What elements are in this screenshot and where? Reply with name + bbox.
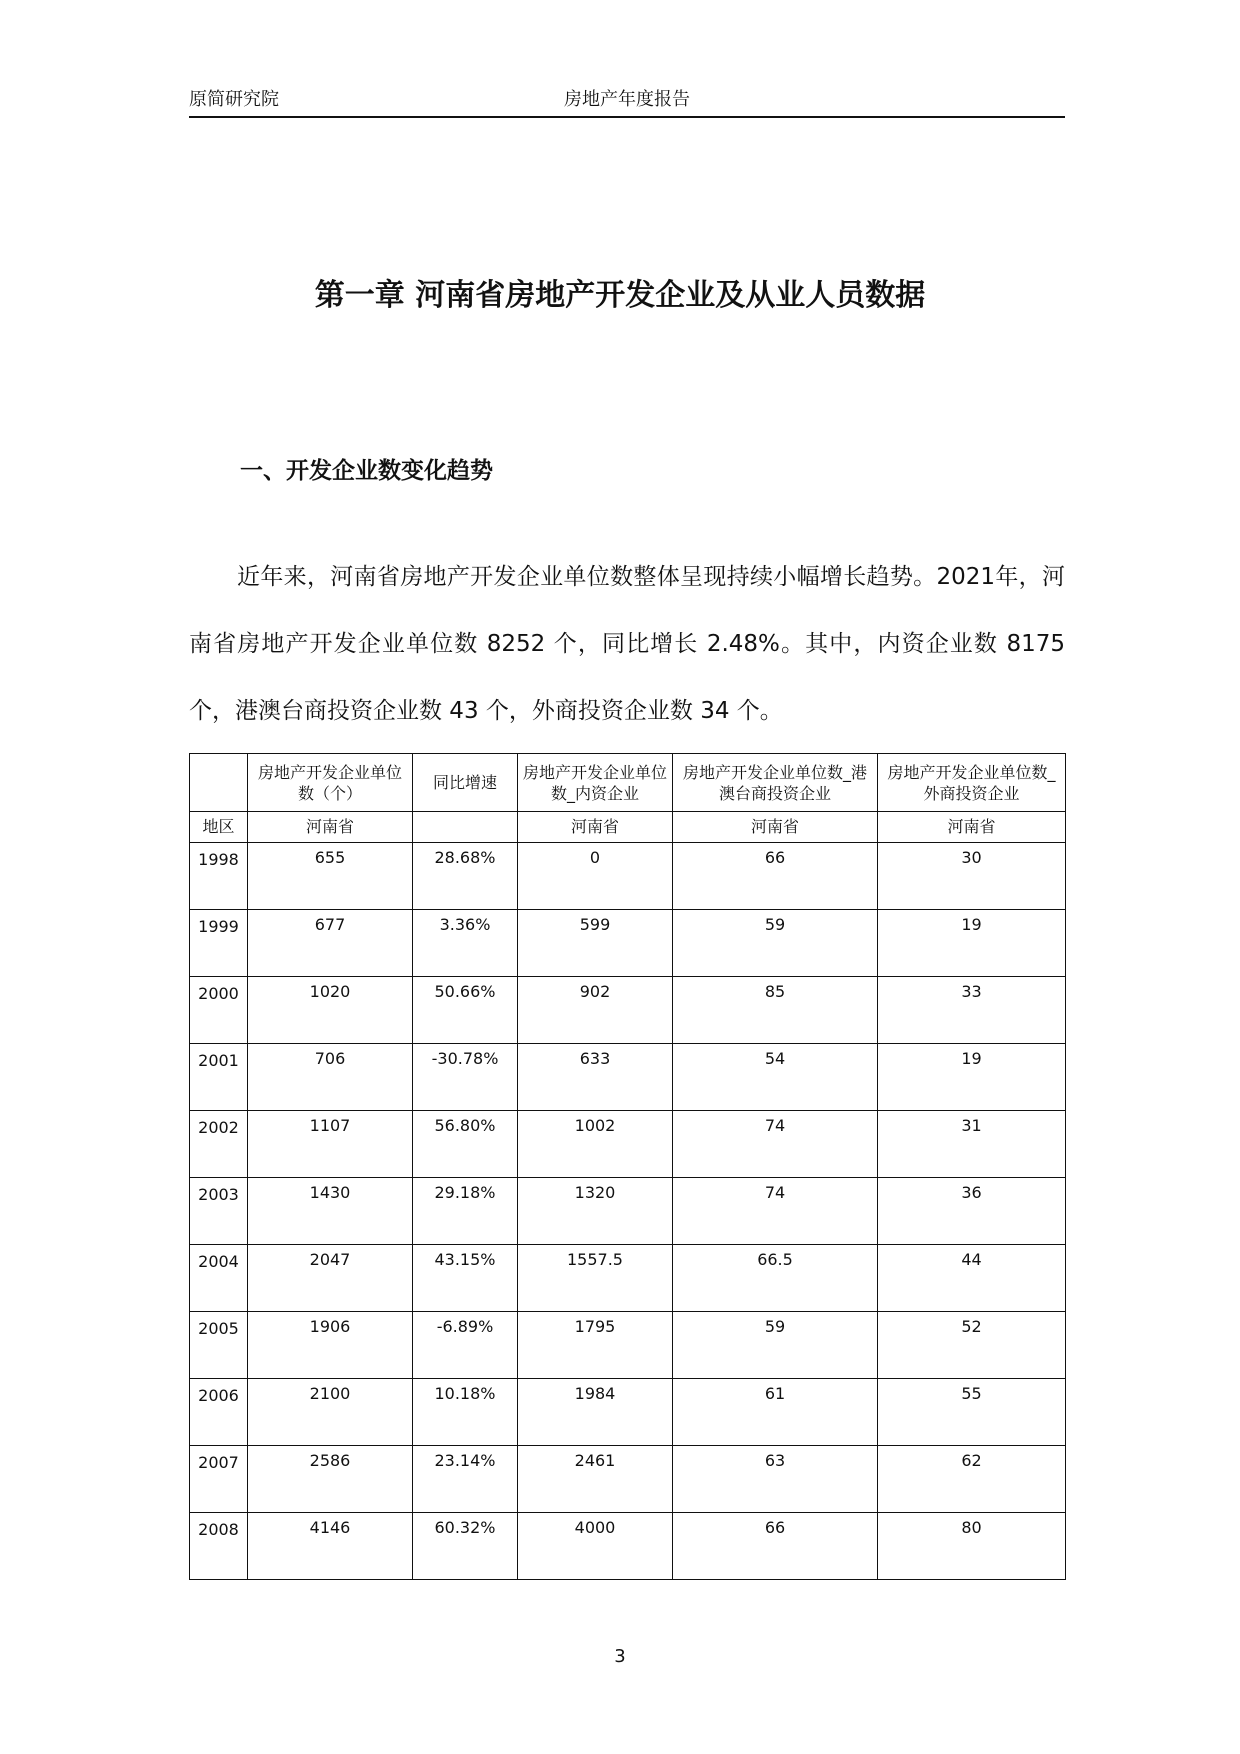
table-row bbox=[190, 843, 1066, 910]
table-cell: 655 bbox=[248, 843, 413, 910]
table-cell: -30.78% bbox=[413, 1044, 518, 1111]
table-header-cell: 房地产开发企业单位数_内资企业 bbox=[518, 754, 673, 812]
table-cell: 31 bbox=[878, 1111, 1066, 1178]
table-cell: 36 bbox=[878, 1178, 1066, 1245]
table-subheader-cell: 地区 bbox=[190, 812, 248, 843]
table-cell: 2461 bbox=[518, 1446, 673, 1513]
table-cell: 30 bbox=[878, 843, 1066, 910]
table-subheader-row bbox=[190, 812, 1066, 843]
table-cell: 74 bbox=[673, 1111, 878, 1178]
table-cell: 1002 bbox=[518, 1111, 673, 1178]
table-row bbox=[190, 1513, 1066, 1580]
year-cell: 2002 bbox=[190, 1111, 248, 1178]
table-header-cell: 同比增速 bbox=[413, 754, 518, 812]
table-header-cell bbox=[190, 754, 248, 812]
table-cell: 60.32% bbox=[413, 1513, 518, 1580]
table-cell: 54 bbox=[673, 1044, 878, 1111]
year-cell: 2000 bbox=[190, 977, 248, 1044]
table-cell: 2586 bbox=[248, 1446, 413, 1513]
table-cell: 706 bbox=[248, 1044, 413, 1111]
table-cell: 1430 bbox=[248, 1178, 413, 1245]
table-cell: 0 bbox=[518, 843, 673, 910]
table-row bbox=[190, 1446, 1066, 1513]
table-cell: 19 bbox=[878, 1044, 1066, 1111]
year-cell: 2008 bbox=[190, 1513, 248, 1580]
table-cell: 1906 bbox=[248, 1312, 413, 1379]
table-cell: 85 bbox=[673, 977, 878, 1044]
table-cell: 23.14% bbox=[413, 1446, 518, 1513]
table-cell: 61 bbox=[673, 1379, 878, 1446]
table-cell: -6.89% bbox=[413, 1312, 518, 1379]
year-cell: 2006 bbox=[190, 1379, 248, 1446]
table-cell: 56.80% bbox=[413, 1111, 518, 1178]
table-row bbox=[190, 1245, 1066, 1312]
table-header-cell: 房地产开发企业单位数_外商投资企业 bbox=[878, 754, 1066, 812]
table-row bbox=[190, 977, 1066, 1044]
table-cell: 1020 bbox=[248, 977, 413, 1044]
table-subheader-cell: 河南省 bbox=[878, 812, 1066, 843]
table-cell: 33 bbox=[878, 977, 1066, 1044]
table-header-cell: 房地产开发企业单位数_港澳台商投资企业 bbox=[673, 754, 878, 812]
table-cell: 4146 bbox=[248, 1513, 413, 1580]
table-row bbox=[190, 1044, 1066, 1111]
table-subheader-cell: 河南省 bbox=[518, 812, 673, 843]
table-cell: 3.36% bbox=[413, 910, 518, 977]
table-cell: 55 bbox=[878, 1379, 1066, 1446]
table-row bbox=[190, 1178, 1066, 1245]
header-report-title: 房地产年度报告 bbox=[564, 89, 690, 110]
year-cell: 1998 bbox=[190, 843, 248, 910]
section-title: 一、开发企业数变化趋势 bbox=[240, 458, 493, 484]
header-organization: 原简研究院 bbox=[189, 89, 279, 110]
year-cell: 1999 bbox=[190, 910, 248, 977]
table-cell: 52 bbox=[878, 1312, 1066, 1379]
table-cell: 1984 bbox=[518, 1379, 673, 1446]
year-cell: 2007 bbox=[190, 1446, 248, 1513]
table-subheader-cell: 河南省 bbox=[248, 812, 413, 843]
table-cell: 80 bbox=[878, 1513, 1066, 1580]
year-cell: 2004 bbox=[190, 1245, 248, 1312]
table-cell: 62 bbox=[878, 1446, 1066, 1513]
table-cell: 44 bbox=[878, 1245, 1066, 1312]
table-cell: 10.18% bbox=[413, 1379, 518, 1446]
table-cell: 66 bbox=[673, 843, 878, 910]
table-row bbox=[190, 1111, 1066, 1178]
enterprise-count-table bbox=[189, 753, 1066, 1580]
chapter-title: 第一章 河南省房地产开发企业及从业人员数据 bbox=[314, 278, 926, 313]
page-header bbox=[189, 88, 1065, 118]
table-cell: 1320 bbox=[518, 1178, 673, 1245]
table-cell: 43.15% bbox=[413, 1245, 518, 1312]
table-row bbox=[190, 1312, 1066, 1379]
table-header-row bbox=[190, 754, 1066, 812]
table-cell: 66 bbox=[673, 1513, 878, 1580]
table-header-cell: 房地产开发企业单位数（个） bbox=[248, 754, 413, 812]
table-cell: 59 bbox=[673, 910, 878, 977]
table-cell: 1107 bbox=[248, 1111, 413, 1178]
table-cell: 59 bbox=[673, 1312, 878, 1379]
table-cell: 677 bbox=[248, 910, 413, 977]
table-cell: 4000 bbox=[518, 1513, 673, 1580]
table-cell: 74 bbox=[673, 1178, 878, 1245]
table-cell: 599 bbox=[518, 910, 673, 977]
table-cell: 28.68% bbox=[413, 843, 518, 910]
year-cell: 2003 bbox=[190, 1178, 248, 1245]
table-cell: 1557.5 bbox=[518, 1245, 673, 1312]
table-row bbox=[190, 910, 1066, 977]
table-subheader-cell bbox=[413, 812, 518, 843]
table-cell: 2047 bbox=[248, 1245, 413, 1312]
table-cell: 63 bbox=[673, 1446, 878, 1513]
table-cell: 29.18% bbox=[413, 1178, 518, 1245]
year-cell: 2005 bbox=[190, 1312, 248, 1379]
table-cell: 902 bbox=[518, 977, 673, 1044]
table-cell: 19 bbox=[878, 910, 1066, 977]
body-paragraph: 近年来，河南省房地产开发企业单位数整体呈现持续小幅增长趋势。2021年，河南省房地产开发企业单位数 8252 个，同比增长 2.48%。其中，内资企业数 8175 个，港澳台商投资企业数 43 个，外商投资企业数 34 个。 bbox=[189, 564, 1065, 724]
table-cell: 66.5 bbox=[673, 1245, 878, 1312]
year-cell: 2001 bbox=[190, 1044, 248, 1111]
table-subheader-cell: 河南省 bbox=[673, 812, 878, 843]
table-cell: 1795 bbox=[518, 1312, 673, 1379]
table-row bbox=[190, 1379, 1066, 1446]
table-cell: 50.66% bbox=[413, 977, 518, 1044]
page-number: 3 bbox=[614, 1646, 626, 1667]
table-cell: 633 bbox=[518, 1044, 673, 1111]
table-cell: 2100 bbox=[248, 1379, 413, 1446]
